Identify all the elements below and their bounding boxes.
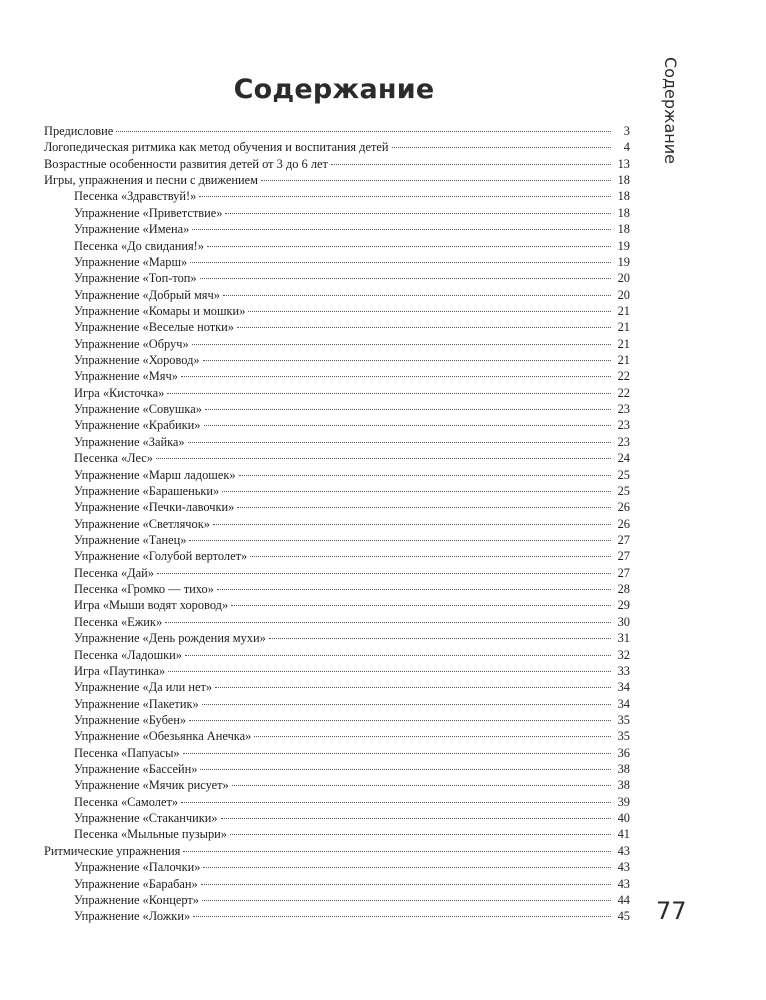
toc-entry-page: 25 — [617, 483, 630, 498]
toc-entry-page: 23 — [617, 434, 630, 449]
dot-leader — [185, 655, 611, 656]
toc-entry-page: 35 — [617, 729, 630, 744]
toc-entry-title: Упражнение «Голубой вертолет» — [74, 549, 248, 564]
toc-entry — [44, 352, 630, 368]
toc-entry-title: Упражнение «Крабики» — [74, 418, 201, 433]
toc-entry — [44, 728, 630, 744]
toc-entry — [44, 368, 630, 384]
toc-entry-title: Песенка «Лес» — [74, 451, 153, 466]
toc-entry-title: Игры, упражнения и песни с движением — [44, 173, 258, 188]
toc-entry-title: Игра «Мыши водят хоровод» — [74, 598, 229, 613]
toc-entry-page: 44 — [617, 892, 630, 907]
toc-entry-title: Упражнение «Комары и мошки» — [74, 303, 246, 318]
toc-entry-title: Упражнение «Добрый мяч» — [74, 287, 220, 302]
toc-entry-title: Песенка «Мыльные пузыри» — [74, 827, 227, 842]
toc-entry-title: Упражнение «Марш» — [74, 254, 188, 269]
toc-entry-page: 19 — [617, 254, 630, 269]
toc-entry-page: 29 — [617, 598, 630, 613]
toc-entry-title: Упражнение «Обруч» — [74, 336, 189, 351]
dot-leader — [223, 295, 611, 296]
dot-leader — [221, 818, 611, 819]
toc-entry — [44, 908, 630, 924]
toc-entry-page: 33 — [617, 663, 630, 678]
toc-entry-title: Песенка «Ладошки» — [74, 647, 182, 662]
toc-entry-title: Упражнение «Марш ладошек» — [74, 467, 236, 482]
toc-entry — [44, 679, 630, 695]
toc-entry-page: 18 — [617, 205, 630, 220]
toc-entry-page: 34 — [617, 680, 630, 695]
toc-entry — [44, 467, 630, 483]
dot-leader — [183, 753, 611, 754]
toc-entry — [44, 761, 630, 777]
toc-entry — [44, 614, 630, 630]
toc-entry-page: 41 — [617, 827, 630, 842]
toc-entry-title: Логопедическая ритмика как метод обучения и воспитания детей — [44, 140, 389, 155]
toc-entry — [44, 385, 630, 401]
dot-leader — [250, 556, 611, 557]
toc-entry-page: 21 — [617, 303, 630, 318]
dot-leader — [116, 131, 611, 132]
toc-entry — [44, 516, 630, 532]
toc-entry — [44, 303, 630, 319]
toc-entry-page: 45 — [617, 909, 630, 924]
toc-entry — [44, 156, 630, 172]
dot-leader — [156, 458, 611, 459]
toc-entry — [44, 581, 630, 597]
dot-leader — [261, 180, 611, 181]
dot-leader — [192, 344, 611, 345]
toc-entry-page: 24 — [617, 451, 630, 466]
toc-entry-title: Упражнение «Концерт» — [74, 892, 199, 907]
toc-entry-page: 20 — [617, 271, 630, 286]
dot-leader — [204, 425, 612, 426]
toc-entry — [44, 859, 630, 875]
toc-entry-page: 21 — [617, 320, 630, 335]
toc-entry — [44, 876, 630, 892]
toc-entry-page: 4 — [623, 140, 630, 155]
running-head — [650, 50, 690, 170]
dot-leader — [200, 769, 611, 770]
toc-entry-page: 38 — [617, 762, 630, 777]
toc-entry — [44, 287, 630, 303]
toc-entry — [44, 238, 630, 254]
toc-entry-page: 38 — [617, 778, 630, 793]
toc-entry-page: 23 — [617, 418, 630, 433]
toc-entry-page: 3 — [623, 124, 630, 138]
toc-entry-page: 43 — [617, 860, 630, 875]
toc-entry — [44, 139, 630, 155]
dot-leader — [183, 851, 611, 852]
toc-entry — [44, 336, 630, 352]
toc-entry-page: 23 — [617, 402, 630, 417]
dot-leader — [190, 262, 611, 263]
toc-entry-page: 35 — [617, 712, 630, 727]
toc-entry-title: Упражнение «Обезьянка Анечка» — [74, 729, 252, 744]
toc-entry — [44, 499, 630, 515]
dot-leader — [230, 834, 611, 835]
dot-leader — [189, 720, 611, 721]
toc-entry-page: 31 — [617, 631, 630, 646]
toc-entry-page: 39 — [617, 794, 630, 809]
toc-entry — [44, 450, 630, 466]
toc-entry-title: Игра «Паутинка» — [74, 663, 166, 678]
dot-leader — [225, 213, 611, 214]
toc-entry-title: Песенка «Ежик» — [74, 614, 163, 629]
toc-entry-title: Упражнение «Барабан» — [74, 876, 198, 891]
dot-leader — [188, 442, 611, 443]
toc-entry-page: 40 — [617, 811, 630, 826]
toc-entry-title: Упражнение «Веселые нотки» — [74, 320, 235, 335]
toc-entry-title: Упражнение «Ложки» — [74, 909, 191, 924]
page-number: 77 — [656, 897, 687, 925]
toc-entry-page: 43 — [617, 843, 630, 858]
toc-entry — [44, 843, 630, 859]
toc-entry — [44, 188, 630, 204]
dot-leader — [269, 638, 611, 639]
toc-entry-page: 22 — [617, 385, 630, 400]
toc-entry-title: Ритмические упражнения — [44, 843, 181, 858]
dot-leader — [201, 884, 611, 885]
dot-leader — [217, 589, 611, 590]
toc-entry-page: 26 — [617, 516, 630, 531]
toc-entry-page: 22 — [617, 369, 630, 384]
dot-leader — [168, 671, 611, 672]
dot-leader — [248, 311, 611, 312]
dot-leader — [392, 147, 612, 148]
dot-leader — [165, 622, 611, 623]
toc-entry-title: Упражнение «Бассейн» — [74, 762, 198, 777]
toc-entry-title: Упражнение «Светлячок» — [74, 516, 210, 531]
toc-entry-title: Упражнение «Барашеньки» — [74, 483, 220, 498]
dot-leader — [237, 507, 611, 508]
toc-entry-title: Упражнение «Пакетик» — [74, 696, 199, 711]
toc-entry — [44, 417, 630, 433]
dot-leader — [239, 475, 611, 476]
toc-entry-title: Песенка «До свидания!» — [74, 238, 204, 253]
toc-entry-page: 27 — [617, 532, 630, 547]
dot-leader — [200, 278, 611, 279]
toc-entry — [44, 483, 630, 499]
toc-entry-page: 19 — [617, 238, 630, 253]
toc-entry-page: 18 — [617, 189, 630, 204]
dot-leader — [189, 540, 611, 541]
toc-entry-title: Упражнение «Мяч» — [74, 369, 178, 384]
dot-leader — [193, 916, 611, 917]
toc-entry-page: 36 — [617, 745, 630, 760]
toc-entry-page: 34 — [617, 696, 630, 711]
dot-leader — [215, 687, 611, 688]
toc-entry-page: 27 — [617, 565, 630, 580]
dot-leader — [192, 229, 611, 230]
toc-entry-title: Песенка «Громко — тихо» — [74, 582, 214, 597]
toc-entry — [44, 794, 630, 810]
dot-leader — [202, 900, 611, 901]
toc-entry-page: 26 — [617, 500, 630, 515]
dot-leader — [207, 246, 611, 247]
toc-entry — [44, 745, 630, 761]
toc-entry — [44, 810, 630, 826]
toc-entry-page: 21 — [617, 336, 630, 351]
toc-entry-page: 27 — [617, 549, 630, 564]
table-of-contents — [44, 123, 630, 925]
toc-entry-title: Песенка «Самолет» — [74, 794, 179, 809]
toc-entry-title: Упражнение «Танец» — [74, 532, 187, 547]
toc-entry-title: Упражнение «День рождения мухи» — [74, 631, 266, 646]
page-title: Содержание — [233, 74, 435, 105]
toc-entry-title: Игра «Кисточка» — [74, 385, 165, 400]
toc-entry-title: Песенка «Здравствуй!» — [74, 189, 197, 204]
dot-leader — [331, 164, 611, 165]
toc-entry-title: Упражнение «Стаканчики» — [74, 811, 218, 826]
toc-entry-title: Упражнение «Бубен» — [74, 712, 187, 727]
toc-entry — [44, 892, 630, 908]
toc-entry — [44, 270, 630, 286]
toc-entry-page: 21 — [617, 353, 630, 368]
toc-entry-page: 20 — [617, 287, 630, 302]
toc-entry-title: Упражнение «Хоровод» — [74, 353, 200, 368]
dot-leader — [203, 360, 611, 361]
toc-entry — [44, 712, 630, 728]
dot-leader — [222, 491, 611, 492]
dot-leader — [231, 605, 611, 606]
toc-entry — [44, 663, 630, 679]
toc-entry — [44, 123, 630, 139]
dot-leader — [202, 704, 611, 705]
toc-entry-title: Упражнение «Печки-лавочки» — [74, 500, 235, 515]
dot-leader — [232, 785, 611, 786]
toc-entry-title: Упражнение «Палочки» — [74, 860, 201, 875]
toc-entry — [44, 548, 630, 564]
toc-entry-title: Упражнение «Топ-топ» — [74, 271, 197, 286]
toc-entry-title: Упражнение «Да или нет» — [74, 680, 213, 695]
toc-entry-page: 18 — [617, 173, 630, 188]
toc-entry-title: Упражнение «Мячик рисует» — [74, 778, 229, 793]
toc-entry — [44, 647, 630, 663]
toc-entry-title: Возрастные особенности развития детей от 3 до 6 лет — [44, 156, 328, 171]
toc-entry-page: 18 — [617, 222, 630, 237]
toc-entry — [44, 205, 630, 221]
toc-entry-title: Упражнение «Приветствие» — [74, 205, 223, 220]
toc-entry — [44, 254, 630, 270]
dot-leader — [254, 736, 611, 737]
dot-leader — [181, 376, 611, 377]
toc-entry — [44, 565, 630, 581]
toc-entry-title: Песенка «Папуасы» — [74, 745, 180, 760]
toc-entry — [44, 434, 630, 450]
toc-entry — [44, 826, 630, 842]
toc-entry — [44, 401, 630, 417]
dot-leader — [237, 327, 611, 328]
dot-leader — [157, 573, 611, 574]
dot-leader — [199, 196, 611, 197]
toc-entry-page: 32 — [617, 647, 630, 662]
dot-leader — [205, 409, 611, 410]
dot-leader — [213, 524, 611, 525]
dot-leader — [181, 802, 611, 803]
toc-entry-page: 13 — [617, 156, 630, 171]
toc-entry-title: Упражнение «Имена» — [74, 222, 190, 237]
toc-entry-title: Предисловие — [44, 124, 114, 138]
toc-entry — [44, 696, 630, 712]
toc-entry-title: Упражнение «Зайка» — [74, 434, 185, 449]
toc-entry-page: 28 — [617, 582, 630, 597]
dot-leader — [203, 867, 611, 868]
toc-entry-title: Упражнение «Совушка» — [74, 402, 202, 417]
toc-entry — [44, 172, 630, 188]
toc-entry — [44, 630, 630, 646]
toc-entry — [44, 221, 630, 237]
toc-entry-page: 43 — [617, 876, 630, 891]
toc-entry-title: Песенка «Дай» — [74, 565, 154, 580]
toc-entry — [44, 532, 630, 548]
toc-entry-page: 25 — [617, 467, 630, 482]
toc-entry-page: 30 — [617, 614, 630, 629]
dot-leader — [167, 393, 611, 394]
toc-entry — [44, 319, 630, 335]
toc-entry — [44, 597, 630, 613]
toc-entry — [44, 777, 630, 793]
running-head-text: Содержание — [660, 56, 680, 164]
